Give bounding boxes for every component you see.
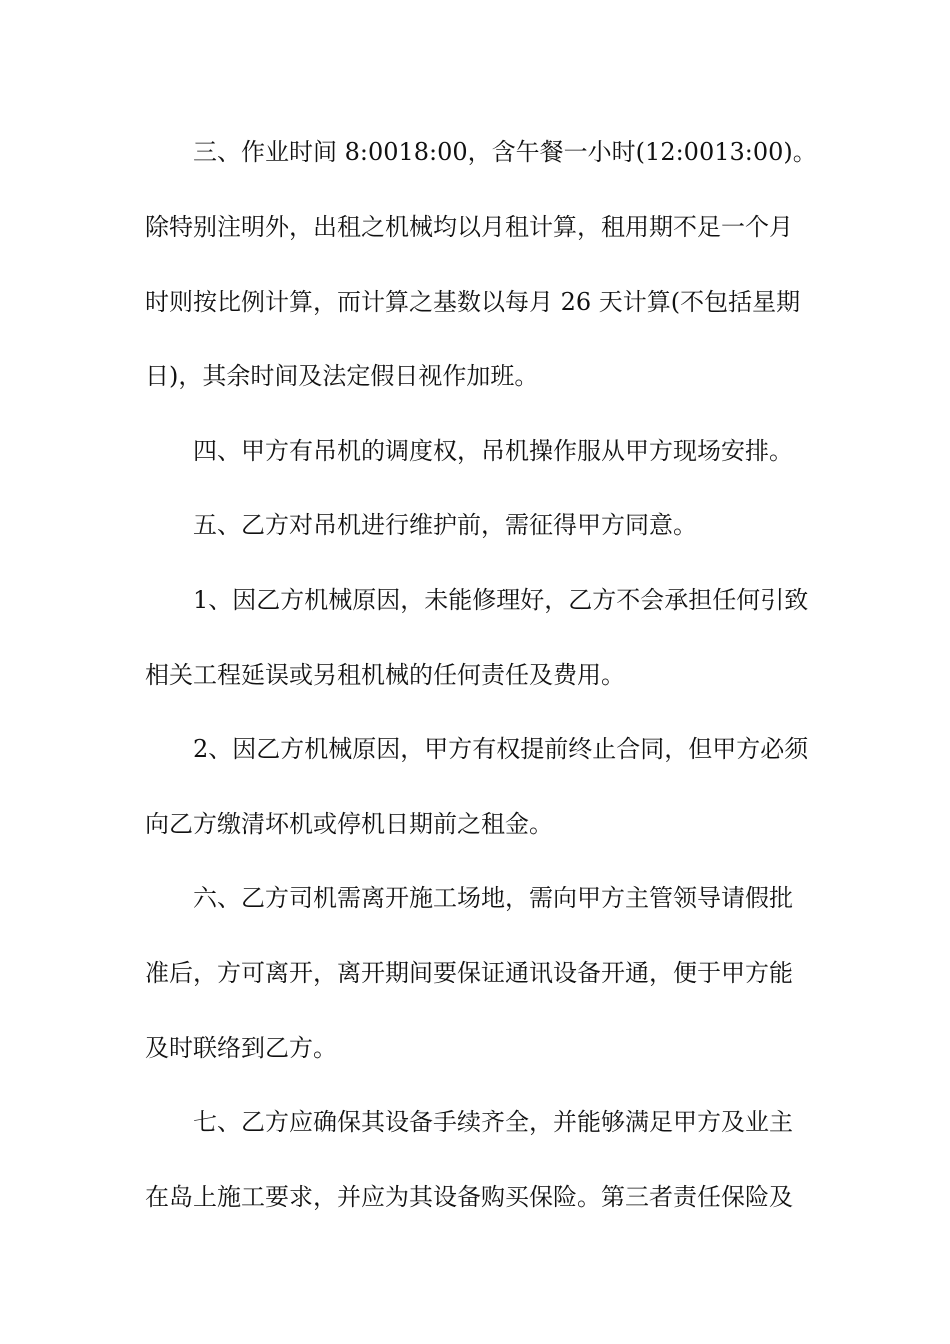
clause-5-1-line-2: 相关工程延误或另租机械的任何责任及费用。 [145,661,625,689]
clause-6-line-3: 及时联络到乙方。 [145,1034,337,1062]
clause-7-line-1: 七、乙方应确保其设备手续齐全，并能够满足甲方及业主 [193,1108,793,1136]
clause-7-line-2: 在岛上施工要求，并应为其设备购买保险。第三者责任保险及 [145,1183,793,1211]
clause-3-line-1: 三、作业时间 8:0018:00，含午餐一小时(12:0013:00)。 [193,138,817,166]
clause-5-2-line-1: 2、因乙方机械原因，甲方有权提前终止合同，但甲方必须 [193,735,809,763]
clause-3-line-2: 除特别注明外，出租之机械均以月租计算，租用期不足一个月 [145,213,793,241]
clause-4-line-1: 四、甲方有吊机的调度权，吊机操作服从甲方现场安排。 [193,437,793,465]
clause-3-line-3: 时则按比例计算，而计算之基数以每月 26 天计算(不包括星期 [145,288,801,316]
clause-3-line-4: 日)，其余时间及法定假日视作加班。 [145,362,539,390]
clause-6-line-2: 准后，方可离开，离开期间要保证通讯设备开通，便于甲方能 [145,959,793,987]
clause-5-2-line-2: 向乙方缴清坏机或停机日期前之租金。 [145,810,553,838]
clause-5-line-1: 五、乙方对吊机进行维护前，需征得甲方同意。 [193,511,697,539]
clause-5-1-line-1: 1、因乙方机械原因，未能修理好，乙方不会承担任何引致 [193,586,809,614]
clause-6-line-1: 六、乙方司机需离开施工场地，需向甲方主管领导请假批 [193,884,793,912]
